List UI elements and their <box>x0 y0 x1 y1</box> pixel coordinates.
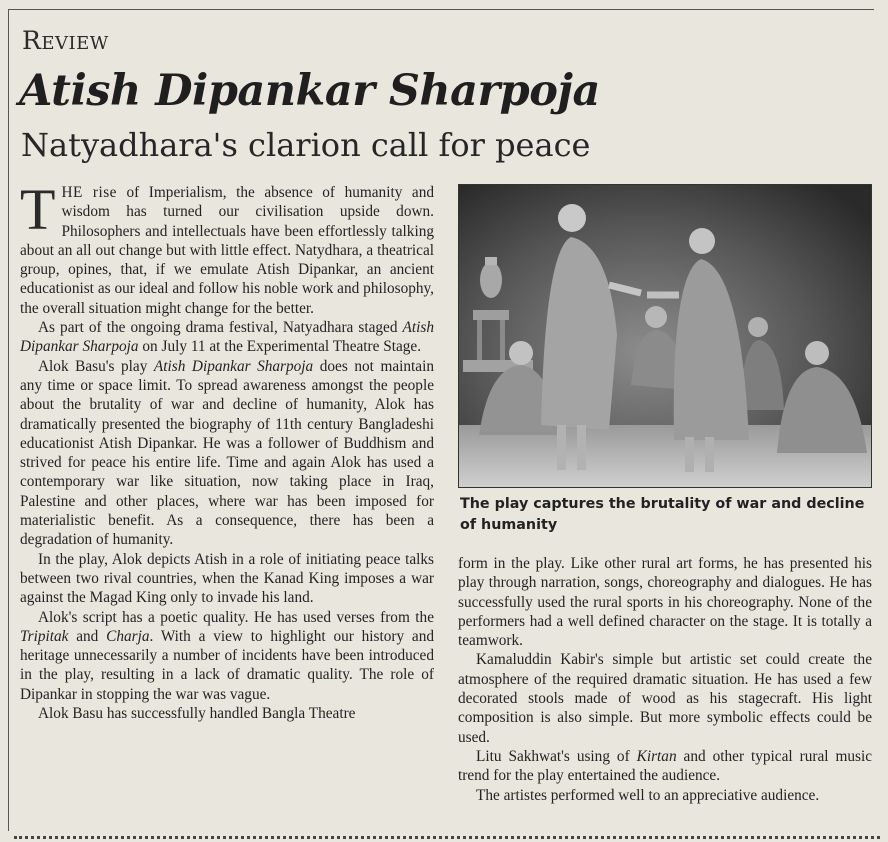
stage-photo-illustration <box>459 185 871 487</box>
article-column-left <box>20 177 434 723</box>
stage-photo <box>458 184 872 488</box>
paragraph: As part of the ongoing drama festival, Natyadhara staged Atish Dipankar Sharpoja on July 11 at the Experimental Theatre Stage. <box>20 319 434 356</box>
paragraph: Alok's script has a poetic quality. He has used verses from the Tripitak and Charja. With a view to highlight our history and heritage unnecessarily a number of incidents have been introduced in the play, resulting in a lack of dramatic quality. The role of Dipankar in stopping the war was vague. <box>20 608 434 703</box>
paragraph: In the play, Alok depicts Atish in a role of initiating peace talks between two rival countries, when the Kanad King imposes a war against the Magad King only to invade his land. <box>20 550 434 607</box>
article-column-right <box>458 554 872 805</box>
paragraph: form in the play. Like other rural art forms, he has presented his play through narration, songs, choreography and dialogues. He has successfully used the rural sports in his choreography. None of the performers had a well defined character on the stage. It is totally a teamwork. <box>458 555 872 650</box>
section-label: Review <box>22 26 109 55</box>
top-rule <box>8 9 874 10</box>
bottom-dotted-rule <box>14 836 880 839</box>
paragraph: Alok Basu has successfully handled Bangla Theatre <box>38 705 356 723</box>
paragraph: Kamaluddin Kabir's simple but artistic set could create the atmosphere of the required dramatic situation. He has used a few decorated stools made of wood as his stagecraft. His light composition is also simple. But more symbolic effects could be used. <box>458 651 872 746</box>
paragraph-intro: THE rise of Imperialism, the absence of humanity and wisdom has turned our civilisation upside down. Philosophers and intellectuals have been effortlessly talking about an all out change but with little effect. Natydhara, a theatrical group, opines, that, if we emulate Atish Dipankar, an ancient educationist as our ideal and follow his noble work and philosophy, the overall situation might change for the better. <box>20 177 434 317</box>
paragraph: Litu Sakhwat's using of Kirtan and other typical rural music trend for the play entertained the audience. <box>458 747 872 785</box>
subheadline: Natyadhara's clarion call for peace <box>21 126 591 164</box>
drop-cap: T <box>20 177 56 242</box>
headline: Atish Dipankar Sharpoja <box>19 66 600 116</box>
paragraph: The artistes performed well to an appreciative audience. <box>476 786 820 804</box>
left-rule <box>8 9 9 831</box>
paragraph: Alok Basu's play Atish Dipankar Sharpoja does not maintain any time or space limit. To spread awareness amongst the people about the brutality of war and decline of humanity, Alok has dramatically presented the biography of 11th century Bangladeshi educationist Atish Dipankar. He was a follower of Buddhism and strived for peace his entire life. Time and again Alok has used a contemporary war like situation, now taking place in Iraq, Palestine and other places, where war has been imposed for materialistic benefit. As a consequence, there has been a degradation of humanity. <box>20 357 434 549</box>
photo-caption: The play captures the brutality of war and decline of humanity <box>460 496 865 533</box>
